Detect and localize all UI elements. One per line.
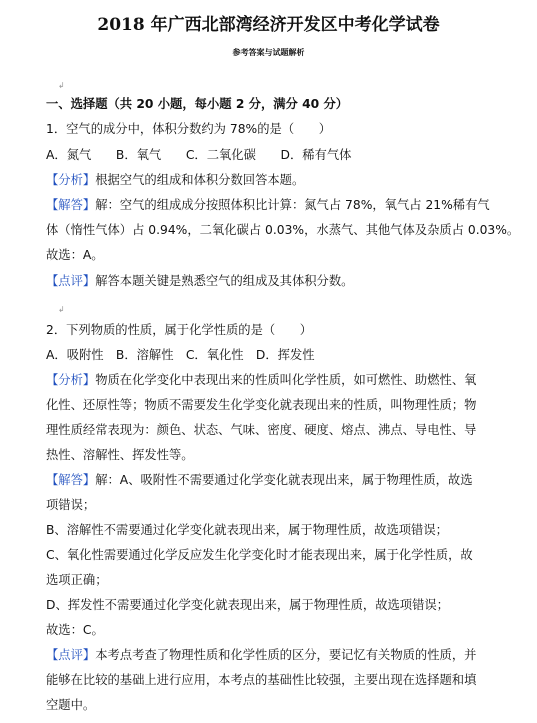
question-1-answer-text: 解：空气的组成成分按照体积比计算：氮气占 78%，氧气占 21%稀有气 [95,198,490,212]
question-1-answer-line-2: 体（惰性气体）占 0.94%，二氧化碳占 0.03%，水蒸气、其他气体及杂质占 0.03%。 [46,223,520,237]
question-2-options: A．吸附性 B．溶解性 C．氧化性 D．挥发性 [46,348,315,362]
question-2-choice: 故选：C。 [46,623,104,637]
question-2-analysis-line-4: 热性、溶解性、挥发性等。 [46,448,194,462]
question-2-option-d-explanation: D、挥发性不需要通过化学变化就表现出来，属于物理性质，故选项错误； [46,598,449,612]
question-2-analysis-line-2: 化性、还原性等；物质不需要发生化学变化就表现出来的性质，叫物理性质；物 [46,398,477,412]
question-1-choice: 故选：A。 [46,248,104,262]
exam-title: 2018 年广西北部湾经济开发区中考化学试卷 [97,15,440,35]
question-2-comment [46,647,476,663]
exam-subtitle: 参考答案与试题解析 [232,48,305,57]
question-2-analysis-line-3: 理性质经常表现为：颜色、状态、气味、密度、硬度、熔点、沸点、导电性、导 [46,423,477,437]
question-2-comment-line-2: 能够在比较的基础上进行应用，本考点的基础性比较强，主要出现在选择题和填 [46,673,477,687]
paragraph-mark: ↲ [58,305,65,314]
analysis-tag: 【分析】 [46,173,96,187]
question-1-comment-text: 解答本题关键是熟悉空气的组成及其体积分数。 [95,274,354,288]
question-1-analysis [46,172,304,188]
question-2-option-b-explanation: B、溶解性不需要通过化学变化就表现出来，属于物理性质，故选项错误； [46,523,448,537]
question-2-answer-line-2: 项错误； [46,498,96,512]
question-1-comment [46,273,353,289]
paragraph-mark: ↲ [58,81,65,90]
question-2-answer [46,472,473,488]
question-2-analysis [46,372,476,388]
question-2-analysis-text: 物质在化学变化中表现出来的性质叫化学性质，如可燃性、助燃性、氧 [95,373,477,387]
analysis-tag: 【分析】 [46,373,96,387]
comment-tag: 【点评】 [46,648,96,662]
question-1-stem: 1．空气的成分中，体积分数约为 78%的是（ ） [46,122,332,136]
answer-tag: 【解答】 [46,473,96,487]
question-2-option-c-explanation-line-2: 选项正确； [46,573,108,587]
answer-tag: 【解答】 [46,198,96,212]
question-1-options: A．氮气 B．氧气 C．二氧化碳 D．稀有气体 [46,148,352,162]
comment-tag: 【点评】 [46,274,96,288]
section-heading: 一、选择题（共 20 小题，每小题 2 分，满分 40 分） [46,97,349,111]
question-2-stem: 2．下列物质的性质，属于化学性质的是（ ） [46,323,313,337]
question-1-analysis-text: 根据空气的组成和体积分数回答本题。 [95,173,305,187]
question-1-answer [46,197,490,213]
question-2-option-c-explanation: C、氧化性需要通过化学反应发生化学变化时才能表现出来，属于化学性质，故 [46,548,473,562]
question-2-comment-text: 本考点考查了物理性质和化学性质的区分，要记忆有关物质的性质，并 [95,648,477,662]
question-2-answer-text: 解：A、吸附性不需要通过化学变化就表现出来，属于物理性质，故选 [95,473,473,487]
question-2-comment-line-3: 空题中。 [46,698,96,712]
